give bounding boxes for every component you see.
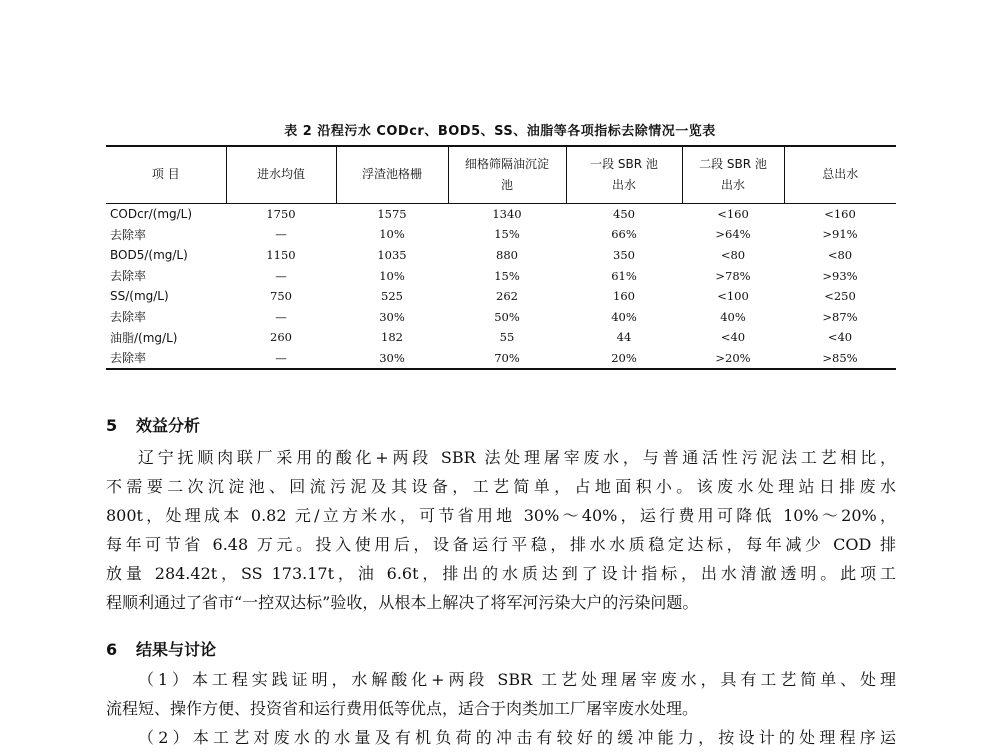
table-cell: <160 xyxy=(717,206,749,221)
table-cell: — xyxy=(275,227,287,242)
table-cell: <80 xyxy=(827,247,853,262)
table-cell: — xyxy=(275,309,287,324)
table-cell: <250 xyxy=(824,289,856,304)
table-cell: 15% xyxy=(494,268,520,283)
table-header-row xyxy=(106,146,896,203)
column-header: 项 目 xyxy=(106,146,226,203)
table-cell: 10% xyxy=(379,227,405,242)
table-cell: >87% xyxy=(822,309,858,324)
table-cell: 15% xyxy=(494,227,520,242)
table-cell: — xyxy=(275,268,287,283)
table-cell: 30% xyxy=(379,309,405,324)
table-cell: >20% xyxy=(682,348,784,370)
row-label: 去除率 xyxy=(106,348,226,370)
table-cell: >93% xyxy=(822,268,858,283)
paragraph-line: 不需要二次沉淀池、回流污泥及其设备，工艺简单，占地面积小。该废水处理站日排废水 xyxy=(106,477,896,496)
table-cell: 1575 xyxy=(377,206,407,221)
table-cell: 30% xyxy=(336,348,448,370)
section-title-text: 结果与讨论 xyxy=(136,640,217,659)
table-cell: >78% xyxy=(715,268,751,283)
table-row xyxy=(106,348,896,370)
table-row xyxy=(106,203,896,224)
table-cell: 44 xyxy=(616,330,632,345)
table-row xyxy=(106,224,896,245)
table-cell: 450 xyxy=(613,206,635,221)
table-row xyxy=(106,306,896,327)
paragraph-line: （1）本工程实践证明，水解酸化+两段 SBR 工艺处理屠宰废水，具有工艺简单、处理 xyxy=(138,670,896,689)
row-label: 油脂/(mg/L) xyxy=(110,330,178,345)
section-title-text: 效益分析 xyxy=(136,416,201,435)
section-5-title xyxy=(106,413,200,436)
table-cell: >91% xyxy=(822,227,858,242)
table-cell: 20% xyxy=(566,348,682,370)
paragraph-line: 放量 284.42t，SS 173.17t，油 6.6t，排出的水质达到了设计指标，出水清澈透明。此项工 xyxy=(106,564,896,583)
table-cell: 1035 xyxy=(377,247,407,262)
table-cell: 750 xyxy=(270,289,292,304)
table-cell: <160 xyxy=(824,206,856,221)
column-header: 进水均值 xyxy=(226,146,336,203)
table-cell: — xyxy=(226,348,336,370)
table-cell: 262 xyxy=(496,289,518,304)
section-6-title xyxy=(106,637,216,660)
data-table xyxy=(106,145,896,370)
table-cell: 50% xyxy=(494,309,520,324)
table-row xyxy=(106,327,896,348)
row-label: 去除率 xyxy=(110,269,147,284)
column-header: 细格筛隔油沉淀池 xyxy=(448,146,566,203)
table-cell: 1750 xyxy=(266,206,296,221)
table-cell: 880 xyxy=(496,247,518,262)
table-cell: 260 xyxy=(270,330,292,345)
row-label: BOD5/(mg/L) xyxy=(110,247,188,262)
table-cell: 61% xyxy=(611,268,637,283)
table-row xyxy=(106,265,896,286)
section-5-paragraph xyxy=(106,443,896,617)
paragraph-line: （2）本工艺对废水的水量及有机负荷的冲击有较好的缓冲能力，按设计的处理程序运 xyxy=(138,728,896,747)
table-row xyxy=(106,286,896,307)
table-cell: <100 xyxy=(717,289,749,304)
table-cell: 525 xyxy=(381,289,403,304)
column-header: 一段 SBR 池出水 xyxy=(566,146,682,203)
table-cell: 1340 xyxy=(492,206,522,221)
column-header: 总出水 xyxy=(784,146,896,203)
section-6-paragraph xyxy=(106,665,896,752)
table-cell: 160 xyxy=(613,289,635,304)
row-label: CODcr/(mg/L) xyxy=(110,206,193,221)
paragraph-line: 800t，处理成本 0.82 元/立方米水，可节省用地 30%～40%，运行费用可降低 10%～20%， xyxy=(106,506,896,525)
table-cell: 10% xyxy=(379,268,405,283)
row-label: 去除率 xyxy=(110,227,147,242)
table-cell: <40 xyxy=(827,330,853,345)
section-number: 5 xyxy=(106,416,118,435)
row-label: 去除率 xyxy=(110,310,147,325)
table-cell: 55 xyxy=(499,330,515,345)
column-header: 二段 SBR 池出水 xyxy=(682,146,784,203)
table-cell: 182 xyxy=(381,330,403,345)
table-cell: 70% xyxy=(448,348,566,370)
table-cell: >64% xyxy=(715,227,751,242)
table-cell: <80 xyxy=(720,247,746,262)
row-label: SS/(mg/L) xyxy=(110,289,169,304)
paragraph-line: 每年可节省 6.48 万元。投入使用后，设备运行平稳，排水水质稳定达标，每年减少 COD 排 xyxy=(106,535,896,554)
column-header: 浮渣池格栅 xyxy=(336,146,448,203)
table-cell: 40% xyxy=(720,309,746,324)
table-cell: 66% xyxy=(611,227,637,242)
paragraph-line: 流程短、操作方便、投资省和运行费用低等优点，适合于肉类加工厂屠宰废水处理。 xyxy=(106,699,699,718)
table-cell: >85% xyxy=(784,348,896,370)
paragraph-line: 辽宁抚顺肉联厂采用的酸化+两段 SBR 法处理屠宰废水，与普通活性污泥法工艺相比， xyxy=(138,448,896,467)
table-cell: <40 xyxy=(720,330,746,345)
table-cell: 350 xyxy=(613,247,635,262)
section-number: 6 xyxy=(106,640,118,659)
table-cell: 1150 xyxy=(266,247,296,262)
paragraph-line: 程顺利通过了省市“一控双达标”验收，从根本上解决了将军河污染大户的污染问题。 xyxy=(106,593,699,612)
table-cell: 40% xyxy=(611,309,637,324)
table-row xyxy=(106,245,896,266)
table-caption: 表 2 沿程污水 CODcr、BOD5、SS、油脂等各项指标去除情况一览表 xyxy=(284,124,716,139)
